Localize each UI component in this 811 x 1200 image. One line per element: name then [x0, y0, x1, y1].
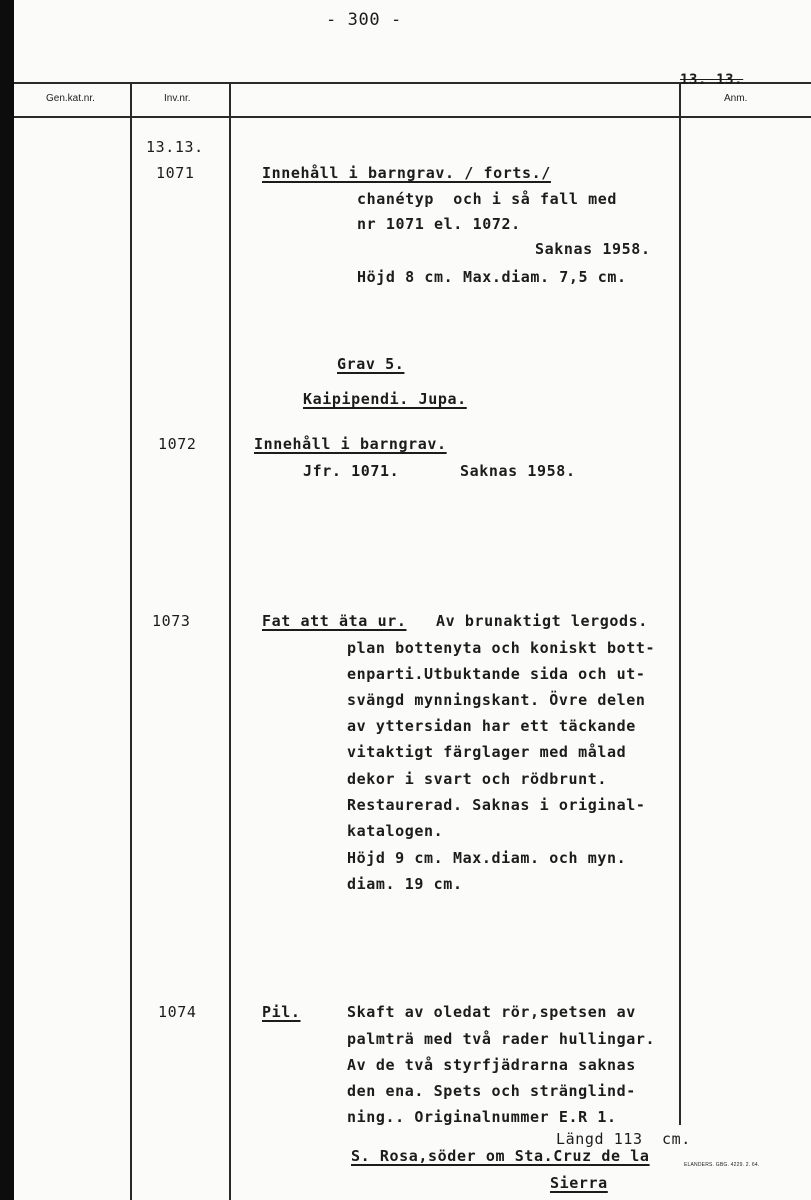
grave-place: Kaipipendi. Jupa. — [303, 390, 467, 408]
entry-1071-line: chanétyp och i så fall med — [357, 190, 618, 208]
entry-1072-status: Saknas 1958. — [460, 462, 576, 480]
entry-1073-line: Restaurerad. Saknas i original- — [347, 796, 646, 814]
entry-1072-title: Innehåll i barngrav. — [254, 435, 447, 453]
inv-number-1073: 1073 — [152, 612, 191, 630]
column-divider-1 — [130, 82, 132, 1200]
inv-number-1074: 1074 — [158, 1003, 197, 1021]
entry-1074-place-cont: Sierra — [550, 1174, 608, 1192]
column-divider-2 — [229, 82, 231, 1200]
header-bottom-rule — [14, 116, 811, 118]
entry-1073-line: dekor i svart och rödbrunt. — [347, 770, 608, 788]
header-inv-nr: Inv.nr. — [164, 93, 191, 104]
entry-1073-line: enparti.Utbuktande sida och ut- — [347, 665, 646, 683]
entry-1073-line: av yttersidan har ett täckande — [347, 717, 636, 735]
printer-stamp: ELANDERS. GBG. 4229. 2. 64. — [684, 1162, 760, 1168]
entry-1072-ref: Jfr. 1071. — [303, 462, 400, 480]
entry-1074-line: Av de två styrfjädrarna saknas — [347, 1056, 636, 1074]
entry-1071-title: Innehåll i barngrav. / forts./ — [262, 164, 551, 182]
entry-1074-line: palmträ med två rader hullingar. — [347, 1030, 656, 1048]
entry-1074-line: den ena. Spets och stränglind- — [347, 1082, 636, 1100]
section-ref: 13.13. — [146, 138, 204, 156]
entry-1073-line: plan bottenyta och koniskt bott- — [347, 639, 656, 657]
header-gen-kat-nr: Gen.kat.nr. — [46, 93, 95, 104]
entry-1074-title: Pil. — [262, 1003, 301, 1021]
entry-1074-place: S. Rosa,söder om Sta.Cruz de la — [351, 1147, 650, 1165]
entry-1073-line: vitaktigt färglager med målad — [347, 743, 627, 761]
anm-note: 13. 13. — [680, 72, 744, 88]
entry-1074-length: Längd 113 cm. — [556, 1130, 691, 1148]
entry-1073-title: Fat att äta ur. — [262, 612, 407, 630]
entry-1073-line: svängd mynningskant. Övre delen — [347, 691, 646, 709]
header-anm: Anm. — [724, 93, 748, 104]
scan-edge — [0, 0, 14, 1200]
entry-1074-line: ning.. Originalnummer E.R 1. — [347, 1108, 617, 1126]
entry-1071-status: Saknas 1958. — [535, 240, 651, 258]
grave-title: Grav 5. — [337, 355, 405, 373]
entry-1073-line: Höjd 9 cm. Max.diam. och myn. — [347, 849, 627, 867]
inv-number-1071: 1071 — [156, 164, 195, 182]
entry-1071-line: nr 1071 el. 1072. — [357, 215, 521, 233]
entry-1073-line: katalogen. — [347, 822, 444, 840]
page-number: - 300 - — [326, 10, 402, 30]
entry-1074-line: Skaft av oledat rör,spetsen av — [347, 1003, 636, 1021]
entry-1071-line: Höjd 8 cm. Max.diam. 7,5 cm. — [357, 268, 627, 286]
inv-number-1072: 1072 — [158, 435, 197, 453]
entry-1073-line: Av brunaktigt lergods. — [436, 612, 648, 630]
column-divider-3 — [679, 82, 681, 1125]
entry-1073-line: diam. 19 cm. — [347, 875, 463, 893]
